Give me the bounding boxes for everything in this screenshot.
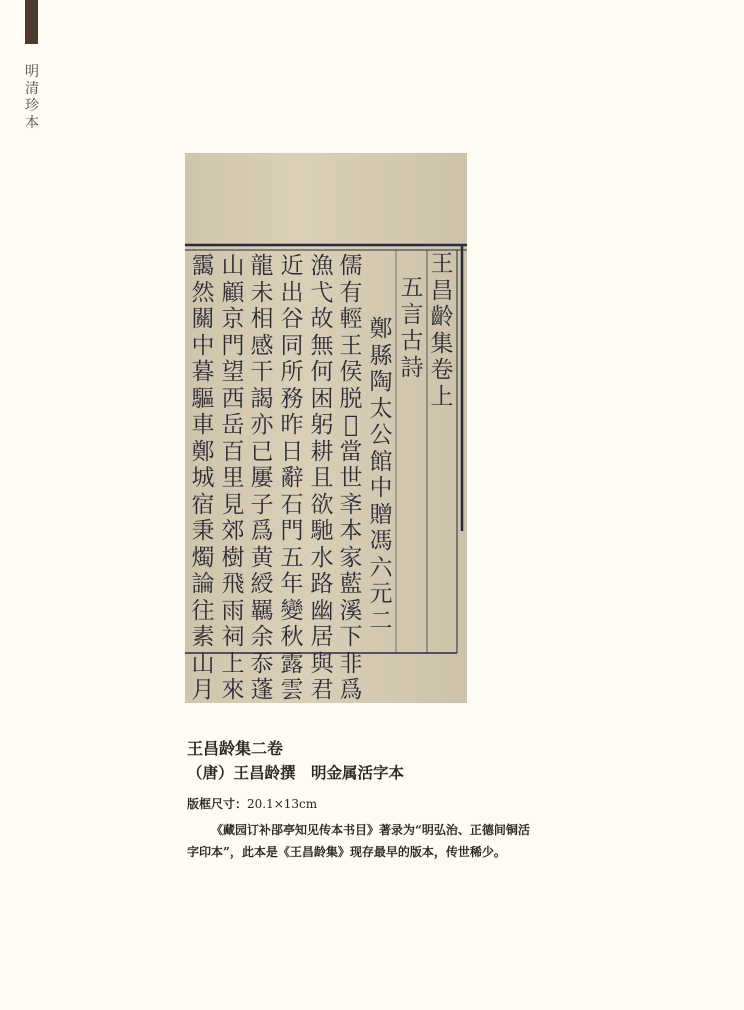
page-column-8: 山顧京門望西岳百里見郊樹飛雨祠上來 [221, 253, 245, 703]
page-column-2: 五言古詩 [400, 275, 424, 381]
page-column-9: 靄然關中暮驅車鄭城宿秉燭論往素山月 [191, 253, 215, 703]
caption-title-block [187, 737, 587, 785]
page-column-7: 龍未相感干謁亦已屢子爲黄綬羈余忝蓬 [250, 253, 274, 703]
work-title: 王昌龄集二卷 [187, 739, 284, 758]
dimensions-line [187, 795, 317, 812]
dimensions-label: 版框尺寸： [187, 797, 248, 811]
page-column-5: 漁弋故無何困躬耕且欲馳水路幽居與君 [310, 253, 334, 703]
page-column-6: 近出谷同所務昨日辭石門五年變秋露雲 [280, 253, 304, 703]
work-author-edition: （唐）王昌龄撰 明金属活字本 [187, 763, 405, 782]
corner-accent-bar [25, 0, 38, 44]
section-label: 明清珍本 [25, 64, 39, 131]
page-column-4: 儒有輕王侯脱𡺚當世㪯本家藍溪下非爲 [339, 253, 363, 703]
dimensions-value: 20.1×13cm [247, 797, 318, 811]
description-text: 《藏园订补郘亭知见传本书目》著录为“明弘治、正德间铜活字印本”，此本是《王昌龄集》现存最早的版本，传世稀少。 [187, 823, 530, 859]
book-page-image [185, 153, 467, 703]
page-column-1: 王昌齡集卷上 [430, 251, 454, 410]
page-column-3: 鄭縣陶太公館中贈馮六元二 [369, 316, 393, 634]
